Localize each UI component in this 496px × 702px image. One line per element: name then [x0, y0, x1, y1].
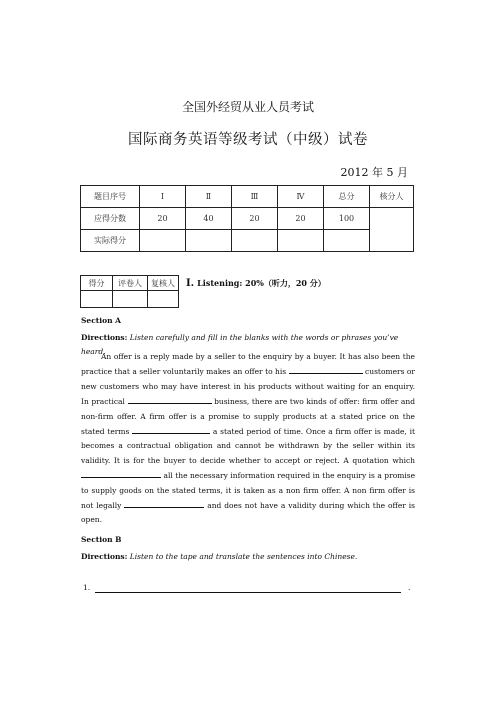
passage-text: business, there are two kinds of offer: firm offer and non-firm offer. A firm offer is a promise to supply products at a stated price on the stated terms: [81, 397, 416, 437]
exam-title: 全国外经贸从业人员考试: [181, 100, 314, 114]
actual-score-cell[interactable]: [186, 230, 232, 252]
passage: [81, 350, 415, 528]
directions-text: Listen carefully and fill in the blanks with the words or phrases you’ve heard.: [81, 333, 399, 357]
actual-score-cell[interactable]: [324, 230, 370, 252]
passage-text: a stated period of time. Once a firm offer is made, it becomes a contractual obligation and cannot be withdrawn by the seller within its validity. It is for the buyer to decide whether to accept or reject. A quotation which: [81, 427, 415, 465]
grader-cell[interactable]: [113, 291, 148, 308]
blank-4[interactable]: [81, 468, 161, 478]
table-row: [81, 186, 414, 208]
table-row: [81, 291, 179, 308]
passage-text: all the necessary information required in the enquiry is a promise to supply goods on the stated terms, it is taken as a non firm offer. A non firm offer is not legally: [81, 471, 416, 511]
column-header: 复核人: [148, 276, 179, 291]
score-cell: 100: [324, 208, 370, 230]
answer-line-1[interactable]: [95, 591, 401, 593]
column-header: Ⅲ: [232, 186, 278, 208]
grader-table: [80, 275, 179, 308]
column-header: 得分: [81, 276, 113, 291]
exam-date: 2012 年 5 月: [340, 166, 408, 179]
checker-cell[interactable]: [370, 208, 414, 252]
directions-label: Directions:: [81, 552, 128, 561]
part-numeral: Ⅰ.: [186, 278, 195, 289]
part-title: Listening: 20%（听力，20 分）: [197, 278, 326, 288]
row-label: 应得分数: [81, 208, 140, 230]
table-row: [81, 208, 414, 230]
score-cell: 20: [278, 208, 324, 230]
actual-score-cell[interactable]: [232, 230, 278, 252]
actual-score-cell[interactable]: [140, 230, 186, 252]
directions-text: Listen to the tape and translate the sentences into Chinese.: [129, 552, 358, 561]
column-header: 总分: [324, 186, 370, 208]
passage-text: and does not have a validity during which the offer is open.: [81, 501, 415, 525]
score-cell: 40: [186, 208, 232, 230]
blank-5[interactable]: [124, 498, 204, 508]
blank-2[interactable]: [128, 394, 212, 404]
score-cell: 20: [232, 208, 278, 230]
table-row: [81, 276, 179, 291]
answer-end-period: .: [408, 583, 411, 592]
section-a-label: Section A: [81, 316, 121, 325]
score-table: [80, 185, 414, 252]
passage-text: customers or new customers who may have interest in his products without waiting for an enquiry. In practical: [81, 367, 415, 407]
grader-cell[interactable]: [81, 291, 113, 308]
question-number: 1.: [83, 583, 91, 592]
part-heading: [186, 278, 326, 289]
exam-subtitle: 国际商务英语等级考试（中级）试卷: [128, 132, 368, 148]
row-label: 题目序号: [81, 186, 140, 208]
blank-3[interactable]: [132, 424, 210, 434]
blank-1[interactable]: [289, 364, 363, 374]
passage-text: An offer is a reply made by a seller to the enquiry by a buyer. It has also been the practice that a seller voluntarily makes an offer to his: [81, 352, 415, 377]
directions-label: Directions:: [81, 333, 128, 342]
column-header: Ⅱ: [186, 186, 232, 208]
actual-score-cell[interactable]: [278, 230, 324, 252]
column-header: 评卷人: [113, 276, 148, 291]
score-cell: 20: [140, 208, 186, 230]
column-header: 核分人: [370, 186, 414, 208]
row-label: 实际得分: [81, 230, 140, 252]
table-row: [81, 230, 414, 252]
grader-cell[interactable]: [148, 291, 179, 308]
column-header: Ⅳ: [278, 186, 324, 208]
section-b-label: Section B: [81, 535, 122, 544]
column-header: Ⅰ: [140, 186, 186, 208]
section-b-directions: [81, 550, 415, 564]
